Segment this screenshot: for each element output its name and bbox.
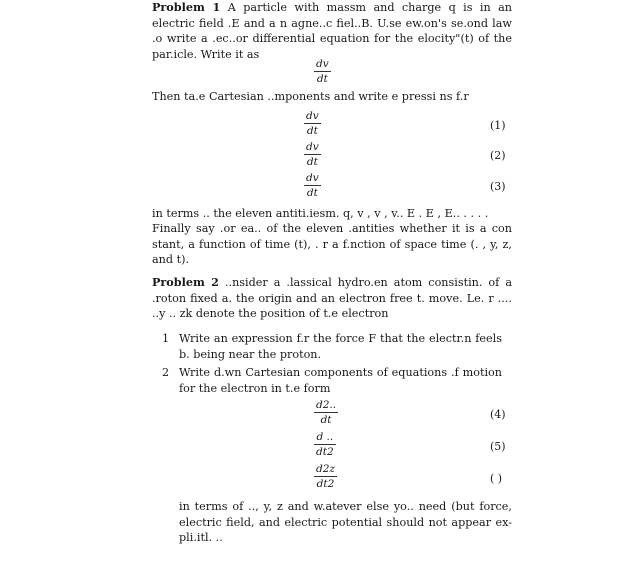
problem-1-heading: Problem 1	[152, 0, 221, 14]
equation-1-numerator: dv	[306, 110, 319, 122]
list-item-1-marker: 1	[162, 332, 170, 345]
main-fraction-denominator: dt	[316, 73, 328, 85]
equation-5-fraction	[314, 431, 336, 458]
equation-1-number: (1)	[490, 119, 506, 132]
problem-2-intro-tail: r .... ..y .. zk denote the position of t.e electron	[152, 291, 512, 321]
equation-3-fraction	[304, 172, 321, 199]
equation-6-denominator: dt2	[316, 478, 335, 490]
problem-1-finally-text: Finally say .or ea.. of the eleven .antities whether it is a con stant, a function of time (t), . r a f.nction of space time (. , y, z, and t).	[152, 222, 512, 267]
list-item-2-marker: 2	[162, 366, 170, 379]
equation-5-number: (5)	[490, 440, 506, 453]
equation-5-numerator: d ..	[316, 431, 334, 443]
equation-2-number: (2)	[490, 149, 506, 162]
problem-1-intro-text: A particle with massm and charge q is in an electric field .E and a n agne..c fiel..B. U.se ew.on's se.ond law .o write a .ec..or differential equation for the elocity"(t) of the par.icle. Write it as	[152, 1, 512, 61]
equation-4-number: (4)	[490, 408, 506, 421]
equation-2-denominator: dt	[306, 156, 318, 168]
equation-3-numerator: dv	[306, 172, 319, 184]
fraction-bar	[304, 123, 321, 124]
fraction-bar	[314, 412, 338, 413]
problem-2-closing-text: in terms of .., y, z and w.atever else yo.. need (but force, electric field, and electric potential should not appear ex- pli.itl. ..	[179, 500, 512, 545]
problem-2-intro	[152, 275, 512, 322]
fraction-bar	[314, 71, 331, 72]
equation-1-denominator: dt	[306, 125, 318, 137]
equation-3-number: (3)	[490, 180, 506, 193]
fraction-bar	[304, 185, 321, 186]
equation-6-fraction	[314, 463, 337, 490]
equation-3-denominator: dt	[306, 187, 318, 199]
problem-2-heading: Problem 2	[152, 275, 219, 289]
problem-1-terms-text: in terms .. the eleven antiti.iesm. q, v , v , v.. E . E , E.. . . . .	[152, 207, 489, 220]
problem-1-intro	[152, 0, 512, 62]
equation-5-denominator: dt2	[316, 446, 334, 458]
list-item-2-text: Write d.wn Cartesian components of equations .f motion for the electron in t.e form	[179, 366, 502, 395]
equation-6-number: ( )	[490, 472, 503, 485]
main-fraction	[314, 58, 331, 85]
equation-4-numerator: d2..	[316, 399, 337, 411]
equation-2-fraction	[304, 141, 321, 168]
equation-6-numerator: d2z	[316, 463, 335, 475]
equation-4-fraction	[314, 399, 338, 426]
problem-2-intro-text: ..nsider a .lassical hydro.en atom consistin. of a .roton fixed a. the origin and an electron free t. move. Le.	[152, 276, 512, 305]
fraction-bar	[314, 444, 336, 445]
main-fraction-numerator: dv	[316, 58, 329, 70]
list-item-1-text: Write an expression f.r the force F that the electr.n feels b. being near the proton.	[179, 332, 502, 361]
fraction-bar	[314, 476, 337, 477]
problem-1-then-text: Then ta.e Cartesian ..mponents and write e pressi ns f.r	[152, 90, 469, 103]
equation-2-numerator: dv	[306, 141, 319, 153]
fraction-bar	[304, 154, 321, 155]
equation-4-denominator: dt	[320, 414, 332, 426]
equation-1-fraction	[304, 110, 321, 137]
